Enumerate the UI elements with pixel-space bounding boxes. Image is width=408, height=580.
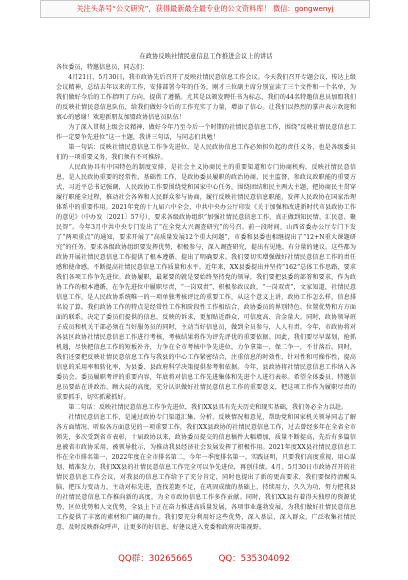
paragraph-3: 第一句话：反映社情民意信息工作争先进位，是人民政协信息工作必须担负起的责任义务，也是各级委员们的一项重要义务，我们须有不可推辞。	[56, 144, 356, 161]
paragraph-6: 社情民意信息工作，是通过政协专门渠道汇集、分析、反映情况和意见，帮助党和国家机关领导同志了解各方面情况、听取各方面意见的一项重要工作，我们XX县政协的社情民意信息工作，过去曾经多年在全省全市领先，多次受到省市表彰，十届政协以来，政协委员提交的信息稿件大幅增加，质量不断提高，先后有多篇信息被省市政协采用、被领导批示，为推动我县经济社会发展发挥了积极作用。2021年度XX县社情民意信息工作在全市排名第一，2022年度在全市排名第二，今年一季度排名第一。实践证明，只要我们高度重视、用心谋划、精准发力，我们XX县的社情民意信息工作完全可以争先进位，再创佳绩。4月、5月30日市政协召开的社情民意信息工作会议，对我县的信息工作给予了充分肯定，同时也提出了新的更高要求，我们要保持清醒头脑，把压力变动力，主动对标先进，查找差距不足，在巩固成绩的基础上，持续用力，久久为功，努力把我县的社情民意信息工作推向新的高度，为全市政协信息工作多作贡献。同时，我们XX县有着得天独厚的资源优势、区位优势和人文优势，全县上下正在奋力推进高质量发展，各项事业蓬勃发展，为我们做好社情民意信息工作提供了丰富的素材和广阔的舞台。我们要充分利用好这些优势，深入基层、深入群众，广泛收集社情民意，及时反映群众呼声，让更多的好信息、好建议进入党委和政府决策视野。	[56, 414, 356, 531]
paragraph-5: 第二句话：反映社情民意信息工作争先进位，我们XX县具有先天历史和现实基础，我们务必全力以赴。	[68, 404, 348, 411]
document-title: 在政协反映社情民意信息工作推进会议上的讲话	[139, 53, 273, 60]
banner-text: 关注头条号“公文研究”，获得最新最全最专业的公文资料库！ 微信：gongwenyj	[76, 4, 334, 13]
paragraph-4: 人民政协具有中国特色的制度安排，是社会主义协商民主的重要渠道和专门协商机构，反映社情民意信息，是人民政协重要的经常性、基础性工作，是政协委员履职的政治协商、民主监督、参政议政职能的重要方式，习近平总书记强调，人民政协工作要围绕党和国家中心任务，围绕团结和民主两大主题，把协商民主贯穿履行职能全过程，推动社会各界和人民群众参与协商，履行反映社情民意信息职能，发挥人民政协在国家治理体系中的重要作用。2021年党的十九届六中全会，中共中央办公厅印发《关于加强和改进新时代市县政协工作的意见》（中办发〔2021〕57号），要求各级政协组织“加强社情民意信息工作，真正做到知民情、汇民意、聚民智”。今年3月中共中央专门发出了“在全党大兴调查研究”的号召。前一段时间，山西省委办公厅专门下发了“两项重点”的通知，要求开展了“高质量发展12个重大问题”，市委和县委也相继提出了“12+N重大课题研究”的任务，要求各级政协组织要发挥优势，积极参与，深入调查研究，提出有见地、有分量的建议。这些都为政协开展社情民意信息工作提供了根本遵循、提出了明确要求。我们要切实增强做好社情民意信息工作的责任感和使命感，不断提高社情民意信息工作质量和水平。近年来，XX县委提出并坚持“162”总体工作思路，要求我们各项工作争先进位。政协履职，最紧要的就是要始终坚持党的领导，我们要把县委的部署和要求，作为政协工作的根本遵循，在争先进位中履职尽责，“一岗双责”，积极参政议政，“一岗双责”，文家知道，社情民意信息工作，是人民政协系统唯一的一项单独考核评比的重要工作，从这个意义上讲，政协工作怎么样，信息排名说了算。我们政协工作的特点是经常性工作和阶段性工作相结合，政协委员的界别特色、位置优势和方方面面的联系，决定了委员们提供的信息，反映的诉求，更加贴近群众，可信度高、含金量大。同时，政协领导班子成员和机关干部必须在当好服务员的同时，主动当好信息员，做到全员参与，人人有责。今年，市政协将对各县区政协社情民意信息工作进行考核，考核结果将作为评先评优的重要依据。因此，我们要尽早谋划，抢抓机遇，尽快把信息工作的短板补齐，力争在全市考核中争先进位，力争拿第一，保二争一，不甘落后。同时，我们还要把反映社情民意信息工作与我县的中心工作紧密结合，注重信息的时效性、针对性和可操作性，提高信息的采用率和转化率，为县委、县政府科学决策提供参考和依据。今年，县政协将社情民意信息工作纳入各委员会、委员履职考评的重要内容，年底将对信息工作先进集体和先进个人进行表彰。希望全体委员、特邀信息员要站在讲政治、顾大局的高度，充分认识做好社情民意信息工作的重要意义，把这项工作作为履职尽责的重要抓手，切实抓紧抓好。	[56, 164, 356, 401]
qq-number: QQ：535304092	[218, 554, 290, 564]
contact-footer	[0, 548, 408, 568]
paragraph-1: 4月21日、5月30日，我市政协先后召开了反映社情民意信息工作会议。今天我们召开专题会议，传达上级会议精神，总结去年以来的工作，安排部署今年的任务，刚才三位副主席分别宣读了三个文件和一个名单，为我们做好今后的工作指明了方向，提供了遵循。尤其是以颁发聘任书为标志，我们的44名特邀信息员加盟我们的反映社情民意信息队伍，给我们做好今后的工作充实了力量，增添了信心。让我们以热烈的掌声表示欢迎和衷心的感谢！欢迎新朋友加盟政协信息员队伍！	[56, 74, 356, 121]
top-promo-banner	[40, 0, 370, 18]
salutation: 各位委员，特邀信息员，同志们：	[56, 64, 149, 71]
paragraph-2: 为了深入贯彻上级会议精神，做好今年乃至今后一个时期的社情民意信息工作，围绕“反映社情民意信息工作一定要争先进位”这一主题，我讲三句话，与同志们共勉！	[56, 124, 356, 141]
qq-group-number: QQ群：30265665	[118, 554, 193, 564]
document-body	[56, 52, 356, 533]
